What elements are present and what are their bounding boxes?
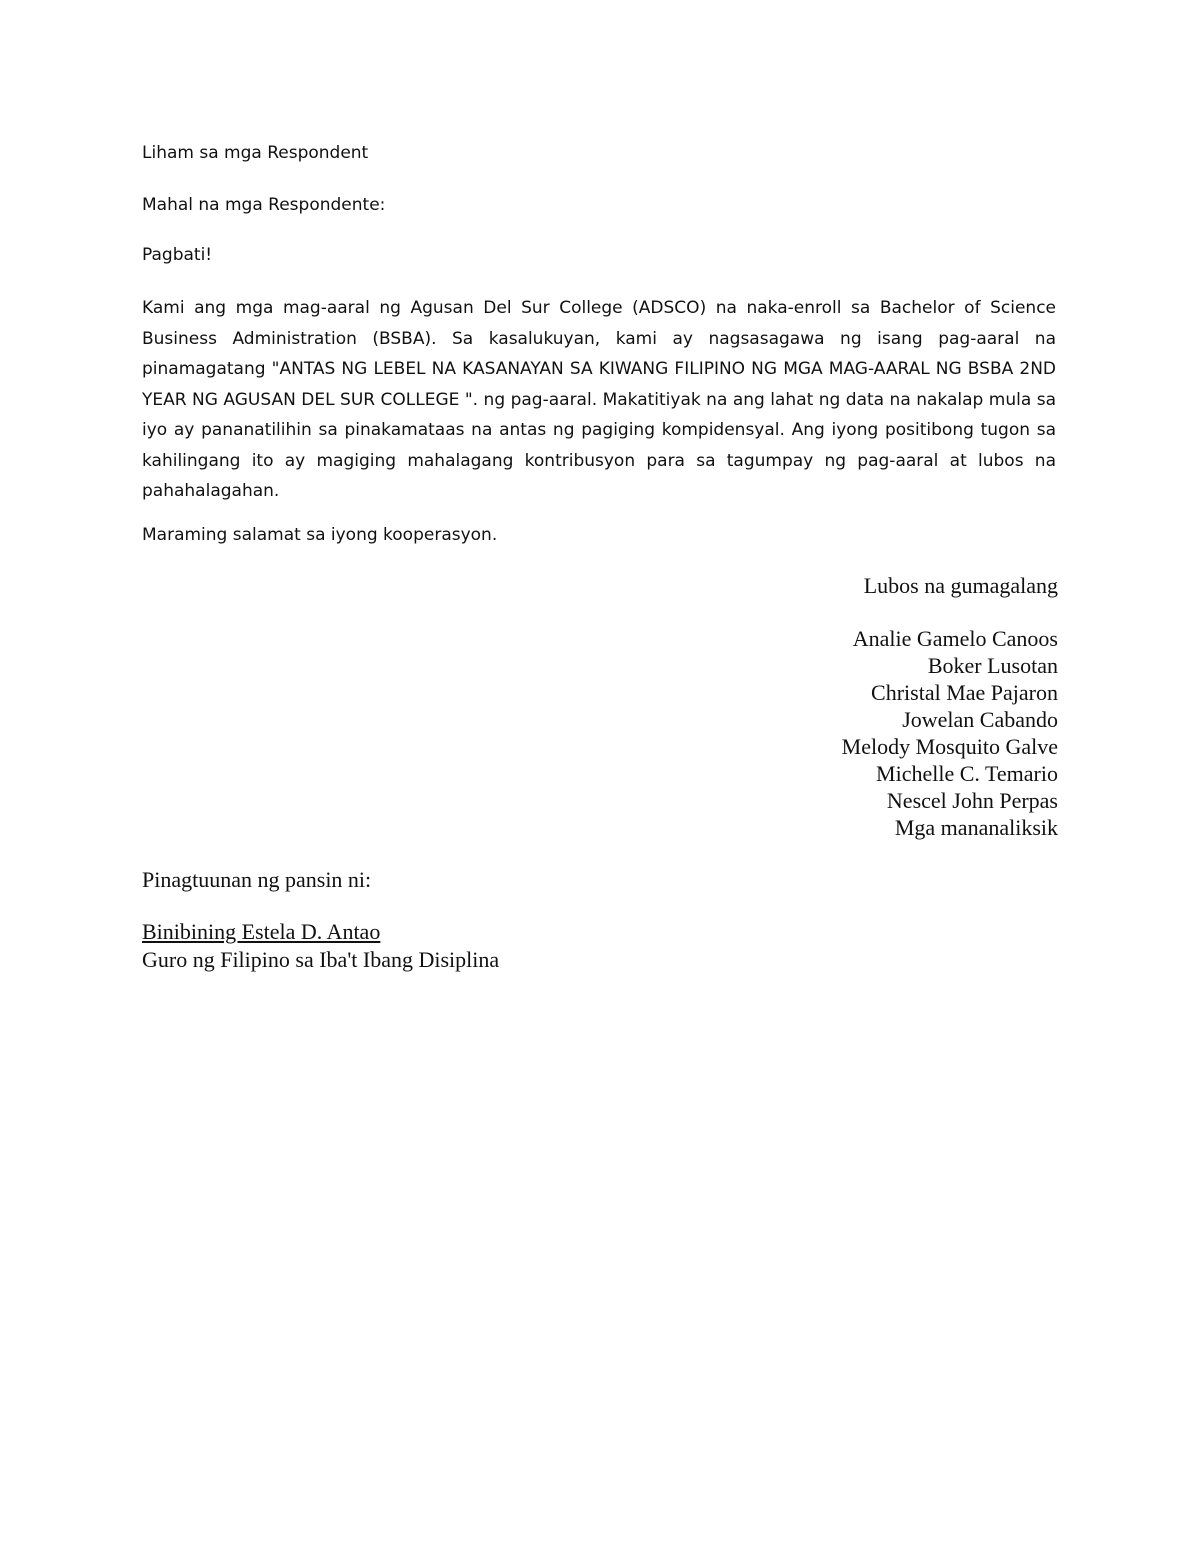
signatory-name: Jowelan Cabando [902,707,1058,732]
signatory-name: Christal Mae Pajaron [871,680,1058,705]
closing-line: Lubos na gumagalang [863,573,1058,598]
signatory-name: Boker Lusotan [927,653,1058,678]
salutation: Mahal na mga Respondente: [142,195,386,215]
signature-block [842,572,1058,841]
adviser-block [142,918,499,974]
attention-label: Pinagtuunan ng pansin ni: [142,867,372,892]
signatory-name: Nescel John Perpas [886,788,1058,813]
letter-body-paragraph: Kami ang mga mag-aaral ng Agusan Del Sur College (ADSCO) na naka-enroll sa Bachelor of Science Business Administration (BSBA). Sa kasalukuyan, kami ay nagsasagawa ng isang pag-aaral na pinamagatang "ANTAS NG LEBEL NA KASANAYAN SA KIWANG FILIPINO NG MGA MAG-AARAL NG BSBA 2ND YEAR NG AGUSAN DEL SUR COLLEGE ". ng pag-aaral. Makatitiyak na ang lahat ng data na nakalap mula sa iyo ay pananatilihin sa pinakamataas na antas ng pagiging kompidensyal. Ang iyong positibong tugon sa kahilingang ito ay magiging mahalagang kontribusyon para sa tagumpay ng pag-aaral at lubos na pahahalagahan. [142,298,1056,501]
signatory-name: Melody Mosquito Galve [841,734,1058,759]
signatory-name: Analie Gamelo Canoos [852,626,1058,651]
thanks-line: Maraming salamat sa iyong kooperasyon. [142,525,498,545]
signatory-role: Mga mananaliksik [894,815,1058,840]
letter-heading: Liham sa mga Respondent [142,143,369,163]
greeting: Pagbati! [142,245,213,265]
adviser-name: Binibining Estela D. Antao [142,919,381,944]
adviser-title: Guro ng Filipino sa Iba't Ibang Disiplina [142,947,500,972]
signatory-name: Michelle C. Temario [876,761,1058,786]
